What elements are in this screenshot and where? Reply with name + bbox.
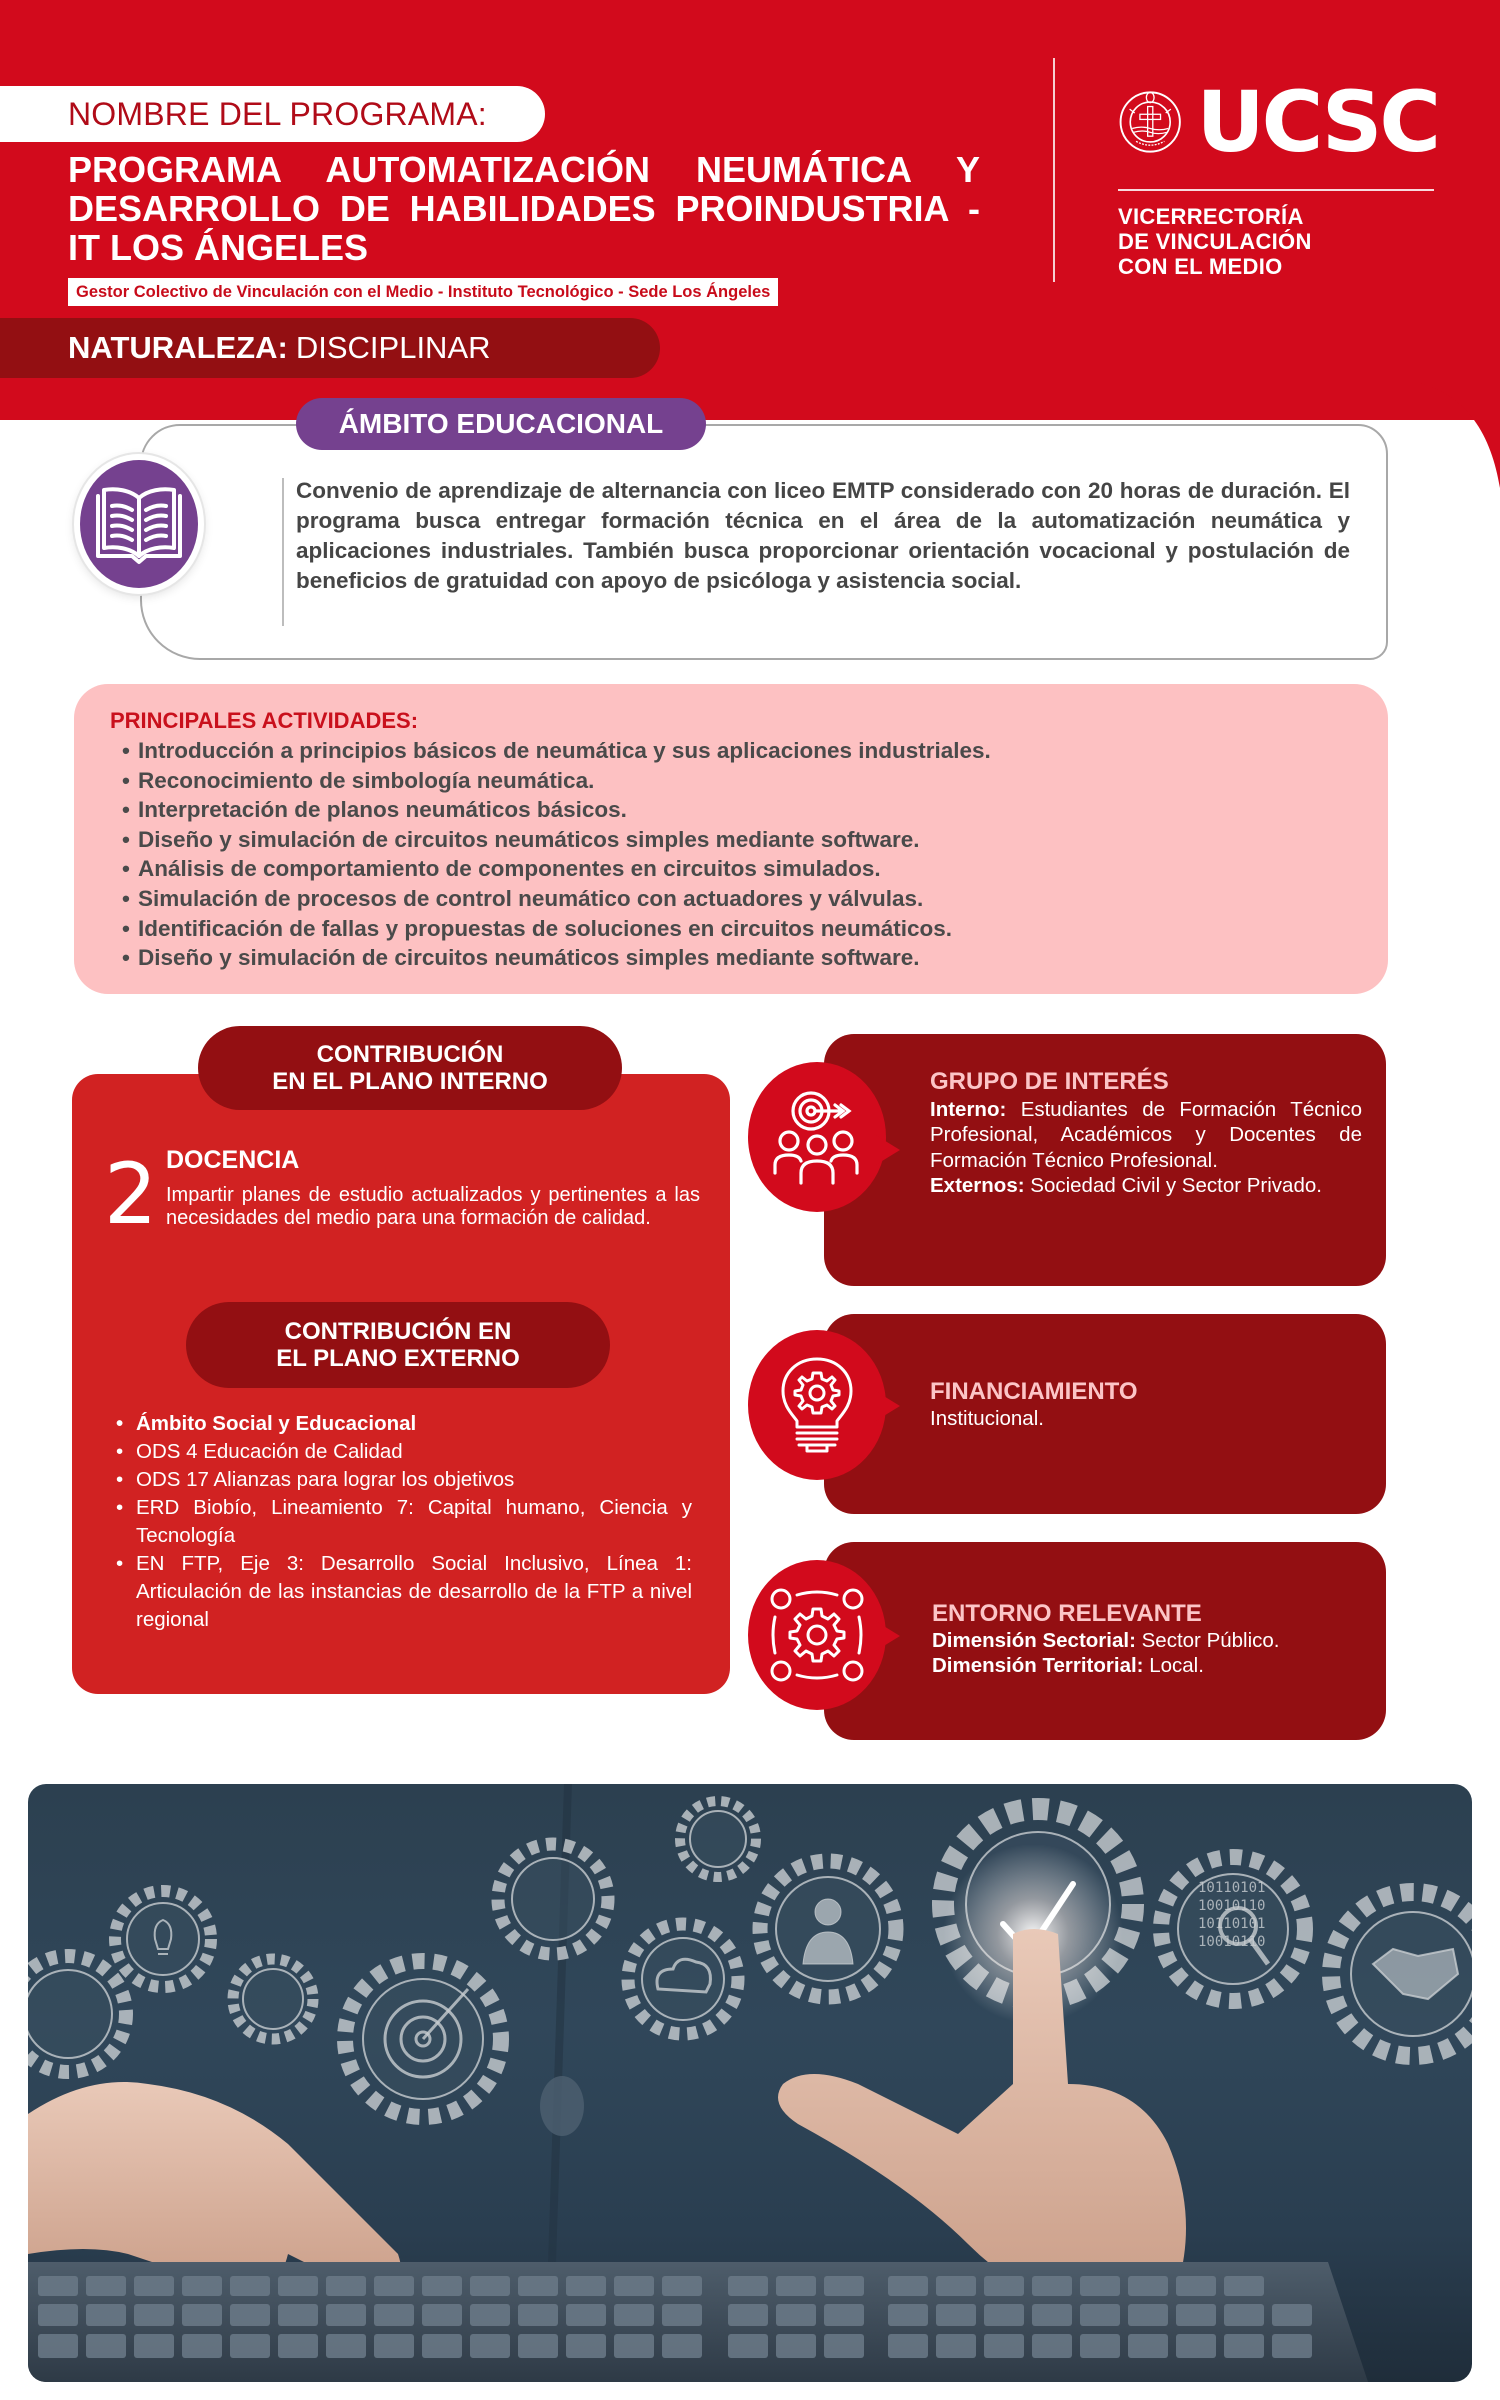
svg-text:10010110: 10010110 <box>1198 1934 1266 1950</box>
contribucion-externo-list <box>112 1410 692 1634</box>
gear-idea-icon <box>680 1801 756 1877</box>
gear-target-icon <box>345 1961 501 2117</box>
sectorial-value: Sector Público. <box>1141 1629 1280 1652</box>
externo-item: • Ámbito Social y Educacional <box>112 1410 692 1438</box>
university-seal-icon <box>1118 74 1182 170</box>
gear-cloud-icon <box>628 1924 738 2034</box>
bubble-tail <box>874 1620 900 1652</box>
entorno-text <box>932 1628 1372 1679</box>
externo-item: • ODS 17 Alianzas para lograr los objetivos <box>112 1466 692 1494</box>
externo-item: • ODS 4 Educación de Calidad <box>112 1438 692 1466</box>
grupo-interes-icon-bubble <box>748 1062 886 1212</box>
actividad-item: • Diseño y simulación de circuitos neumáticos simples mediante software. <box>114 825 991 855</box>
program-label-pill <box>0 86 545 142</box>
actividad-item: • Análisis de comportamiento de componentes en circuitos simulados. <box>114 854 991 884</box>
actividades-list <box>114 736 991 973</box>
contribucion-externo-title: EL PLANO EXTERNO <box>276 1345 520 1372</box>
ucsc-wordmark: UCSC <box>1196 73 1438 171</box>
bubble-tail <box>874 1134 900 1166</box>
grupo-interes-text <box>930 1097 1362 1198</box>
gear-cogs-icon <box>233 1959 313 2039</box>
svg-text:10110101: 10110101 <box>1198 1916 1266 1932</box>
vicerrectoria-line: DE VINCULACIÓN <box>1118 229 1312 254</box>
externo-item: • EN FTP, Eje 3: Desarrollo Social Inclusivo, Línea 1: Articulación de las instancias de desarrollo de la FTP a nivel regional <box>112 1550 692 1634</box>
actividad-item: • Identificación de fallas y propuestas de soluciones en circuitos neumáticos. <box>114 914 991 944</box>
ambito-icon-badge <box>74 454 204 594</box>
actividades-title: PRINCIPALES ACTIVIDADES: <box>110 708 419 733</box>
actividad-item: • Diseño y simulación de circuitos neumáticos simples mediante software. <box>114 943 991 973</box>
gestor-label: Gestor Colectivo de Vinculación con el Medio - Instituto Tecnológico - Sede Los Ángeles <box>76 282 771 301</box>
actividad-item: • Interpretación de planos neumáticos básicos. <box>114 795 991 825</box>
financiamiento-title: FINANCIAMIENTO <box>930 1378 1138 1405</box>
photo-illustration <box>28 1784 1472 2382</box>
externo-item: • ERD Biobío, Lineamiento 7: Capital humano, Ciencia y Tecnología <box>112 1494 692 1550</box>
actividad-item: • Simulación de procesos de control neumático con actuadores y válvulas. <box>114 884 991 914</box>
gestor-label-box <box>68 278 778 306</box>
header-divider <box>1053 58 1055 282</box>
docencia-text: Impartir planes de estudio actualizados y pertinentes a las necesidades del medio para una formación de calidad. <box>166 1184 700 1229</box>
gear-settings-icon <box>498 1844 608 1954</box>
contribucion-externo-pill <box>186 1302 610 1388</box>
program-label: NOMBRE DEL PROGRAMA: <box>68 95 487 132</box>
program-title: PROGRAMA AUTOMATIZACIÓN NEUMÁTICA Y DESARROLLO DE HABILIDADES PROINDUSTRIA - IT LOS ÁNGELES <box>68 149 980 268</box>
territorial-label: Dimensión Territorial: <box>932 1654 1144 1678</box>
target-group-icon <box>769 1089 865 1185</box>
vicerrectoria-label <box>1118 204 1312 279</box>
bubble-tail <box>874 1390 900 1422</box>
financiamiento-icon-bubble <box>748 1330 886 1480</box>
territorial-value: Local. <box>1149 1654 1204 1678</box>
naturaleza-value: DISCIPLINAR <box>295 330 491 365</box>
open-book-icon <box>94 482 184 566</box>
ambito-title-pill <box>296 398 706 450</box>
vicerrectoria-line: CON EL MEDIO <box>1118 254 1283 279</box>
externos-value: Sociedad Civil y Sector Privado. <box>1030 1173 1322 1197</box>
gear-handshake-icon <box>1331 1892 1472 2056</box>
naturaleza-label: NATURALEZA: <box>68 330 288 365</box>
ucsc-logo <box>1118 72 1438 172</box>
gear-network-icon <box>769 1587 865 1683</box>
naturaleza-pill <box>0 318 660 378</box>
actividades-panel <box>74 684 1388 994</box>
ambito-description: Convenio de aprendizaje de alternancia con liceo EMTP considerado con 20 horas de duración. El programa busca entregar formación técnica en el área de la automatización neumática y aplicaciones industriales. También busca proporcionar orientación vocacional y postulación de beneficios de gratuidad con apoyo de psicóloga y asistencia social. <box>296 478 1350 593</box>
gear-stopwatch-icon <box>28 1956 126 2072</box>
gear-lightbulb-icon <box>115 1891 211 1987</box>
contribucion-externo-title: CONTRIBUCIÓN EN <box>284 1318 512 1345</box>
entorno-icon-bubble <box>748 1560 886 1710</box>
externos-label: Externos: <box>930 1173 1025 1197</box>
vicerrectoria-line: VICERRECTORÍA <box>1118 204 1304 229</box>
hero-photo <box>28 1784 1472 2382</box>
financiamiento-value: Institucional. <box>930 1407 1044 1430</box>
contribucion-interno-title: CONTRIBUCIÓN <box>316 1041 504 1068</box>
actividad-item: • Reconocimiento de simbología neumática. <box>114 766 991 796</box>
svg-text:10010110: 10010110 <box>1198 1898 1266 1914</box>
gear-person-icon <box>760 1861 896 1997</box>
contribucion-interno-title: EN EL PLANO INTERNO <box>272 1068 548 1095</box>
interno-value: Estudiantes de Formación Técnico Profesional, Académicos y Docentes de Formación Técnico Profesional. <box>930 1098 1362 1172</box>
svg-text:10110101: 10110101 <box>1198 1880 1266 1896</box>
interno-label: Interno: <box>930 1098 1007 1121</box>
actividad-item: • Introducción a principios básicos de neumática y sus aplicaciones industriales. <box>114 736 991 766</box>
docencia-heading: DOCENCIA <box>166 1146 300 1174</box>
sectorial-label: Dimensión Sectorial: <box>932 1629 1136 1652</box>
ambito-title: ÁMBITO EDUCACIONAL <box>338 408 664 439</box>
contribucion-interno-pill <box>198 1026 622 1110</box>
ambito-divider <box>282 478 284 626</box>
docencia-number: 2 <box>104 1145 158 1243</box>
logo-underline <box>1118 189 1434 191</box>
grupo-interes-title: GRUPO DE INTERÉS <box>930 1068 1169 1095</box>
entorno-title: ENTORNO RELEVANTE <box>932 1600 1202 1627</box>
lightbulb-gear-icon <box>777 1355 857 1455</box>
